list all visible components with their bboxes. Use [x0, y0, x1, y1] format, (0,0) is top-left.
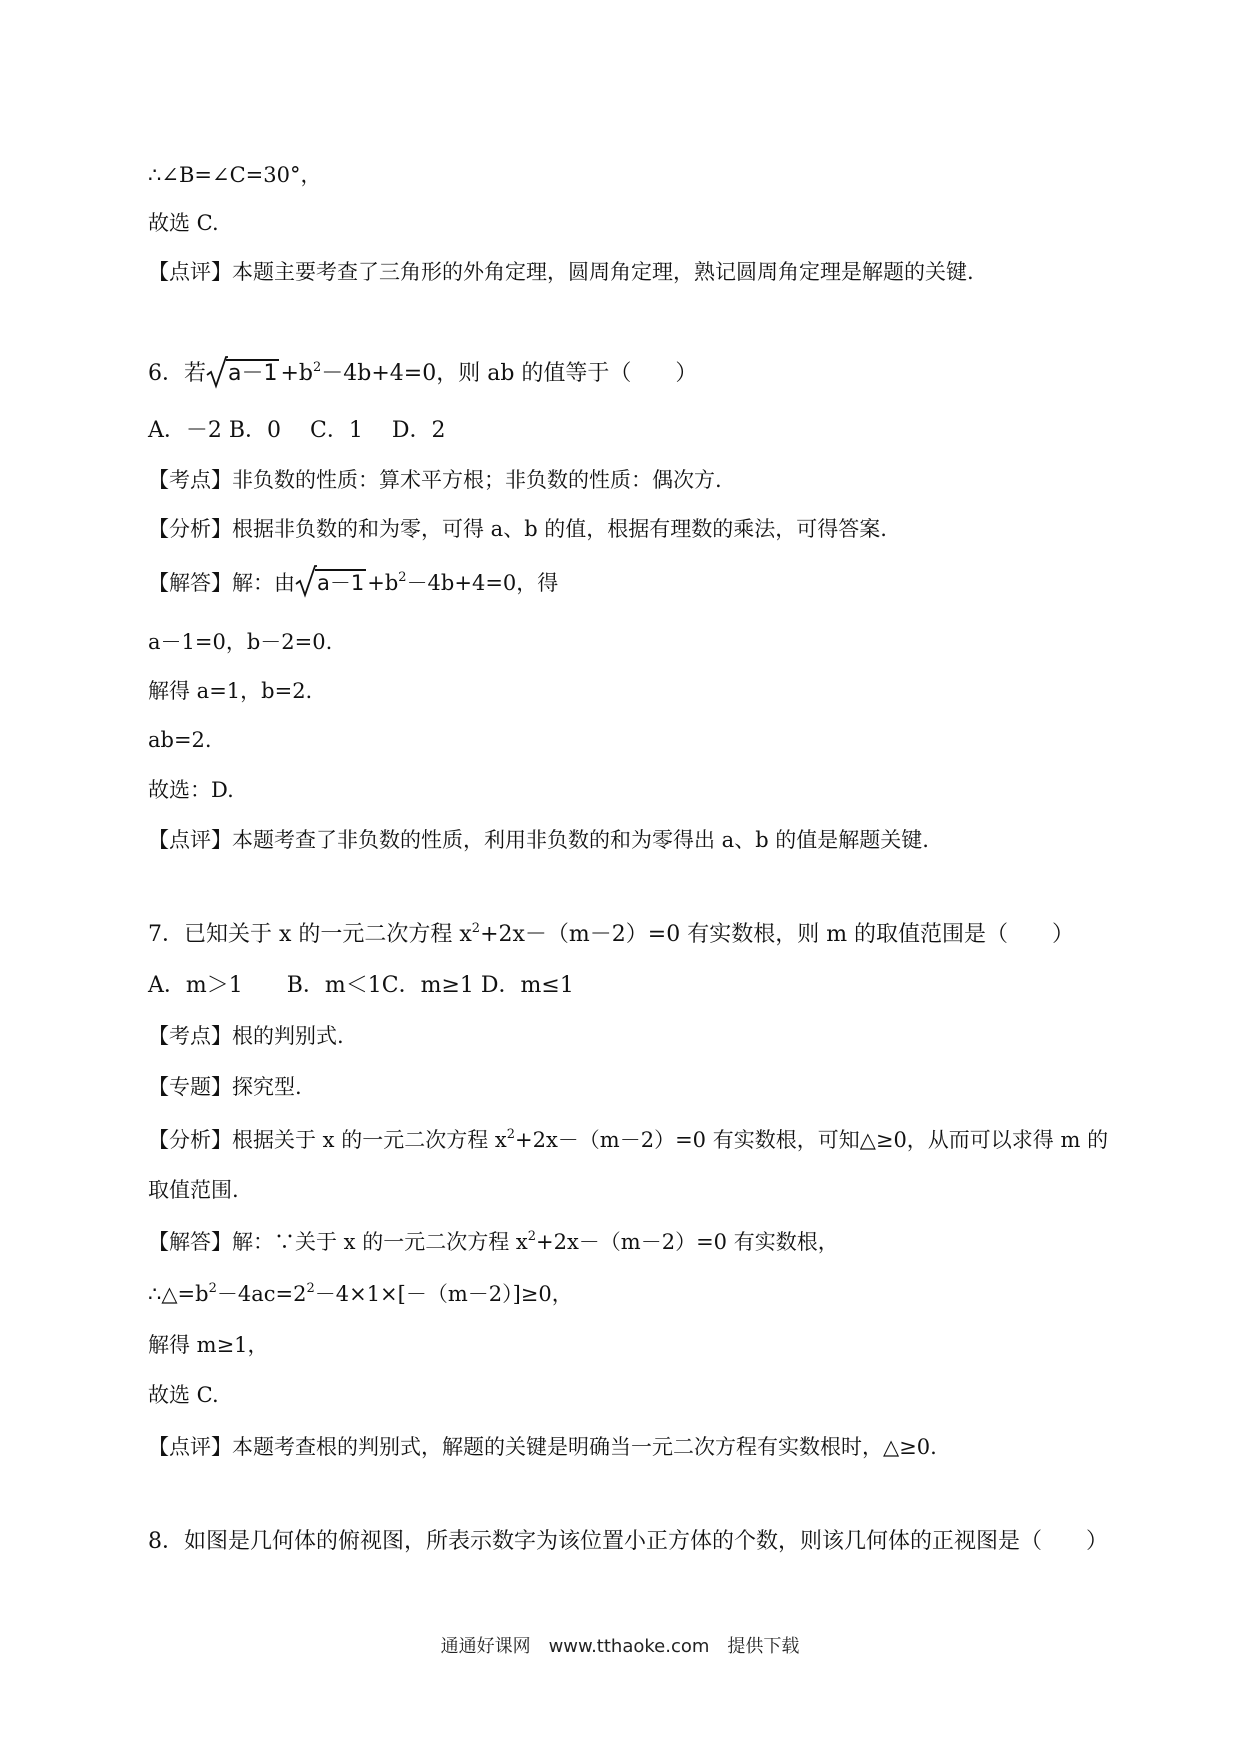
prev-choice: 故选 C. — [148, 211, 219, 235]
question-6-stem: 6．若 $a-1 +b^2-4b+4=0$，则 ab 的值等于（ ） — [148, 359, 697, 389]
question-6-options: A．－2 B．0 C．1 D．2 — [148, 418, 446, 443]
q6-step2: 解得 a=1，b=2. — [148, 679, 313, 703]
q7-comment: 【点评】本题考查根的判别式，解题的关键是明确当一元二次方程有实数根时，△≥0. — [148, 1435, 937, 1459]
q6-step1: a－1=0，b－2=0. — [148, 630, 333, 654]
radicand: a－1 — [228, 361, 278, 386]
q7-kaodian: 【考点】根的判别式. — [148, 1024, 344, 1048]
sqrt-expression: a－1 — [295, 568, 366, 598]
q6-jieda: 【解答】解：由 $a-1 +b^2-4b+4=0$，得 — [148, 568, 558, 598]
prev-conclusion: ∴∠B=∠C=30°， — [148, 163, 322, 187]
prev-comment: 【点评】本题主要考查了三角形的外角定理，圆周角定理，熟记圆周角定理是解题的关键. — [148, 260, 974, 284]
radical-sign — [295, 564, 317, 598]
q6-prefix: 6．若 — [148, 361, 206, 386]
q7-zhuanti: 【专题】探究型. — [148, 1075, 302, 1099]
q7-delta: $\therefore\triangle=b^2-4ac=2^2-4\times 1\times[-(m-2)]\ge 0$， — [148, 1281, 573, 1306]
question-7-stem: 7．已知关于 x 的一元二次方程 $x^2+2x-(m-2)=0$ 有实数根，则 m 的取值范围是（ ） — [148, 921, 1075, 947]
q7-jieda: 【解答】解：∵关于 x 的一元二次方程 $x^2+2x-(m-2)=0$ 有实数根， — [148, 1229, 839, 1254]
question-7-options: A．m＞1 B．m＜1C．m≥1 D．m≤1 — [148, 973, 574, 998]
q6-step4: 故选：D. — [148, 778, 234, 802]
q7-solve: 解得 m≥1， — [148, 1333, 269, 1357]
q7-fenxi: 【分析】根据关于 x 的一元二次方程 $x^2+2x-(m-2)=0$ 有实数根，可知△≥0，从而可以求得 m 的 — [148, 1127, 1109, 1152]
q6-comment: 【点评】本题考查了非负数的性质，利用非负数的和为零得出 a、b 的值是解题关键. — [148, 828, 929, 852]
question-8-stem: 8．如图是几何体的俯视图，所表示数字为该位置小正方体的个数，则该几何体的正视图是（ ） — [148, 1529, 1109, 1554]
q6-step3: ab=2. — [148, 728, 212, 752]
radical-sign — [206, 355, 228, 389]
page-footer: 通通好课网 www.tthaoke.com 提供下载 — [440, 1636, 800, 1657]
q7-choose: 故选 C. — [148, 1383, 219, 1407]
sqrt-expression — [206, 359, 279, 389]
q6-kaodian: 【考点】非负数的性质：算术平方根；非负数的性质：偶次方. — [148, 468, 722, 492]
q6-fenxi: 【分析】根据非负数的和为零，可得 a、b 的值，根据有理数的乘法，可得答案. — [148, 517, 887, 541]
q7-fenxi-cont: 取值范围. — [148, 1178, 239, 1202]
